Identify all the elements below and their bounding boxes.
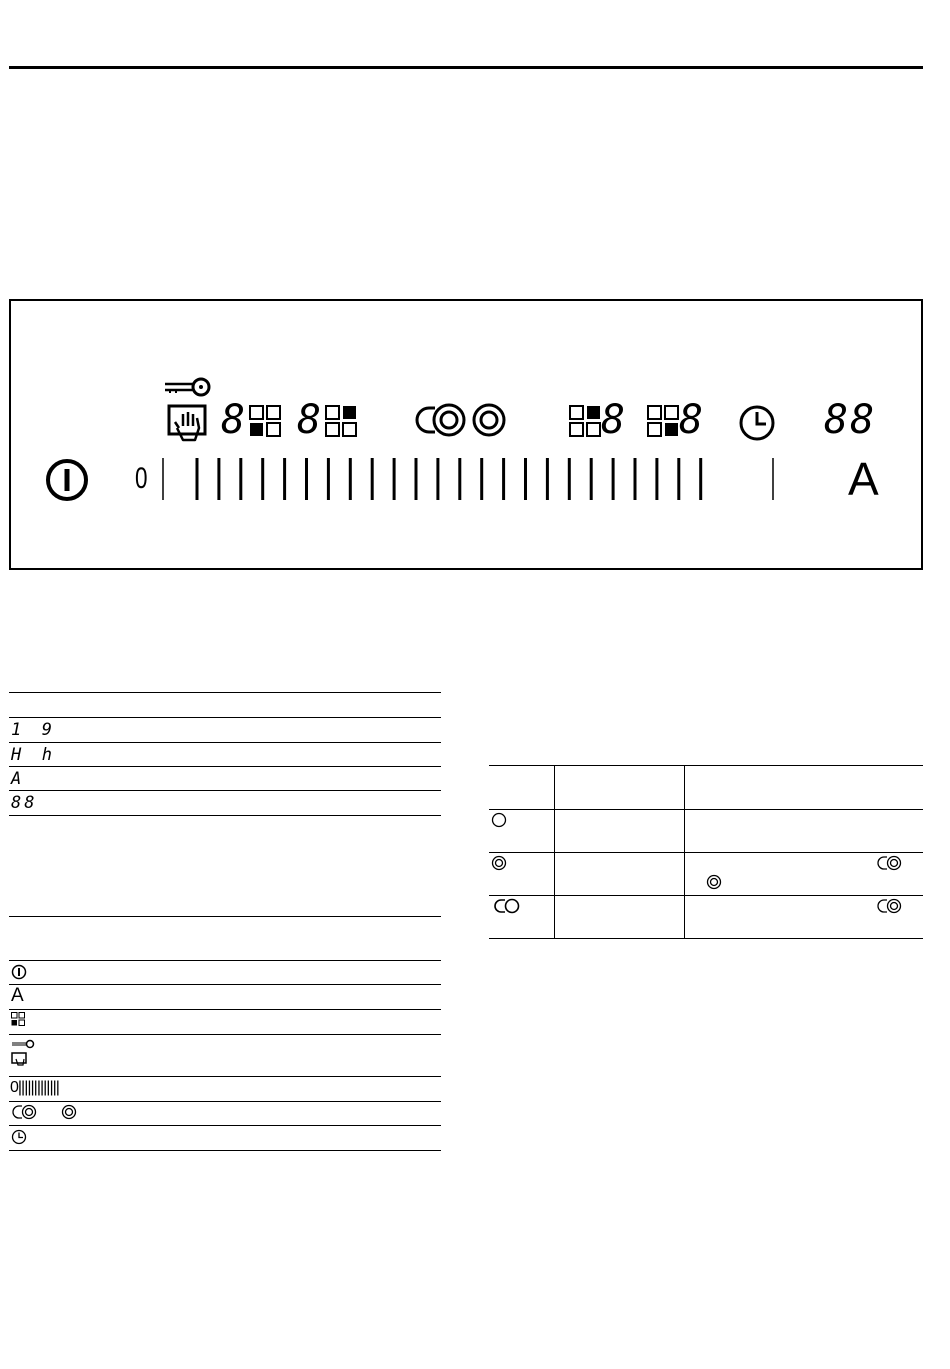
table1-symbol-levels: 1 9 <box>11 720 52 740</box>
zone-digit-right-1: 8 <box>601 397 626 443</box>
table3-col-sep <box>684 765 685 939</box>
table2-line <box>9 1150 441 1151</box>
table2-line <box>9 1034 441 1035</box>
extended-zone-icon <box>876 898 902 914</box>
double-ring-icon <box>706 874 722 890</box>
table1-symbol-auto: A <box>11 769 22 789</box>
timer-icon[interactable] <box>738 404 776 442</box>
table2-line <box>9 1076 441 1077</box>
table2-line <box>9 960 441 961</box>
table1-line <box>9 815 441 816</box>
zone-select-icon <box>11 1012 25 1026</box>
power-button[interactable] <box>44 457 90 503</box>
zone-digit-left-1: 8 <box>221 397 246 443</box>
zone-select-icon-1[interactable] <box>249 405 281 437</box>
table1-top-line <box>9 692 441 693</box>
zone-digit-left-2: 8 <box>297 397 322 443</box>
zone-select-icon-2[interactable] <box>325 405 357 437</box>
table2-line <box>9 1101 441 1102</box>
table3-col-sep <box>554 765 555 939</box>
extended-zone-icon <box>876 855 902 871</box>
zone-select-icon-4[interactable] <box>647 405 679 437</box>
key-lock-icon <box>11 1039 37 1071</box>
table1-line <box>9 766 441 767</box>
auto-button[interactable]: A <box>848 453 879 505</box>
timer-display: 88 <box>824 397 877 443</box>
key-icon <box>164 376 212 398</box>
slider-symbol: 0||||||||||||| <box>10 1079 59 1096</box>
table1-line <box>9 790 441 791</box>
table1-symbol-timer: 88 <box>11 793 38 813</box>
table1-symbol-heat: H h <box>11 745 52 765</box>
table1-line <box>9 742 441 743</box>
power-icon <box>11 964 27 980</box>
top-rule <box>9 66 923 69</box>
zone-select-icon-3[interactable] <box>569 405 601 437</box>
dual-ring-icon <box>11 1104 91 1120</box>
single-ring-icon <box>491 812 507 828</box>
power-slider[interactable] <box>160 456 780 502</box>
table2-line <box>9 984 441 985</box>
power-icon <box>44 457 90 503</box>
table2-line <box>9 1009 441 1010</box>
table2-top-line <box>9 916 441 917</box>
extended-zone-icon <box>491 898 523 914</box>
timer-icon <box>11 1129 27 1145</box>
zone-digit-right-2: 8 <box>679 397 704 443</box>
table1-line <box>9 717 441 718</box>
double-ring-icon <box>491 855 507 871</box>
table2-line <box>9 1125 441 1126</box>
child-lock-icon[interactable] <box>167 404 207 442</box>
extended-zone-icon[interactable] <box>409 402 509 438</box>
auto-symbol: A <box>11 985 24 1006</box>
slider-zero-label[interactable]: 0 <box>135 462 148 495</box>
